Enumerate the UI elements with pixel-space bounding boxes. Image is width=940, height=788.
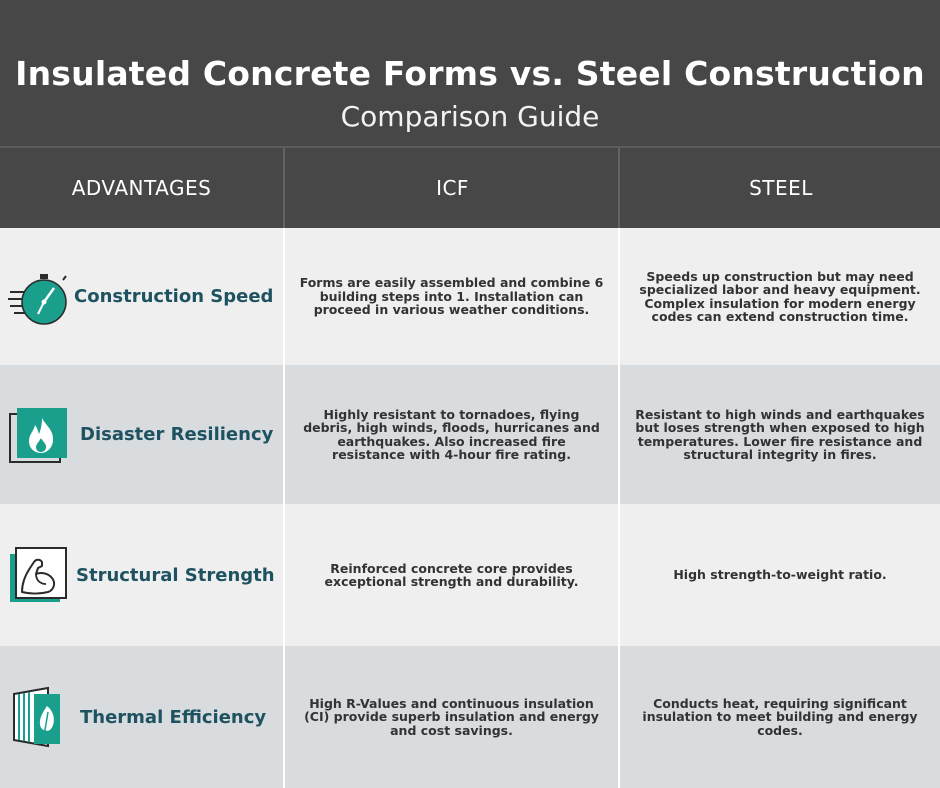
steel-cell [618,504,940,646]
column-header-icf: ICF [283,148,620,228]
steel-description: Conducts heat, requiring significant insulation to meet building and energy codes. [642,695,918,738]
advantage-label: Disaster Resiliency [80,424,274,445]
page-subtitle: Comparison Guide [340,100,600,133]
steel-description: Resistant to high winds and earthquakes but loses strength when exposed to high temperatures. Lower fire resistance and structural integrity in fires. [635,406,925,462]
table-row [0,228,940,365]
advantage-label: Thermal Efficiency [80,706,267,728]
icf-cell [283,228,618,365]
insulated-wall-leaf-icon [8,686,70,748]
table-row [0,504,940,646]
table-row [0,365,940,504]
flexed-arm-icon [8,544,70,606]
table-header-row [0,146,940,228]
icf-cell [283,365,618,504]
icf-description: High R-Values and continuous insulation (CI) provide superb insulation and energy and cost savings. [304,695,599,738]
table-row [0,646,940,788]
flame-icon [8,404,70,466]
icf-description: Highly resistant to tornadoes, flying debris, high winds, floods, hurricanes and earthquakes. Also increased fire resistance with 4-hour fire rating. [303,406,600,462]
advantage-cell [0,504,283,646]
advantage-cell [0,646,283,788]
steel-cell [618,228,940,365]
icf-description: Forms are easily assembled and combine 6 building steps into 1. Installation can proceed in various weather conditions. [299,275,604,318]
page-title: Insulated Concrete Forms vs. Steel Construction [15,54,925,93]
advantage-cell [0,228,283,365]
steel-cell [618,365,940,504]
column-header-steel: STEEL [618,148,940,228]
advantage-cell [0,365,283,504]
steel-description: Speeds up construction but may need specialized labor and heavy equipment. Complex insulation for modern energy codes can extend construction time. [639,268,921,324]
icf-cell [283,646,618,788]
column-header-advantages: ADVANTAGES [71,176,212,200]
icf-cell [283,504,618,646]
advantage-label: Construction Speed [74,286,274,307]
steel-description: High strength-to-weight ratio. [673,567,887,583]
advantage-label: Structural Strength [76,564,275,586]
icf-description: Reinforced concrete core provides exceptional strength and durability. [324,560,579,589]
stopwatch-icon [8,266,70,328]
steel-cell [618,646,940,788]
title-banner [0,0,940,146]
